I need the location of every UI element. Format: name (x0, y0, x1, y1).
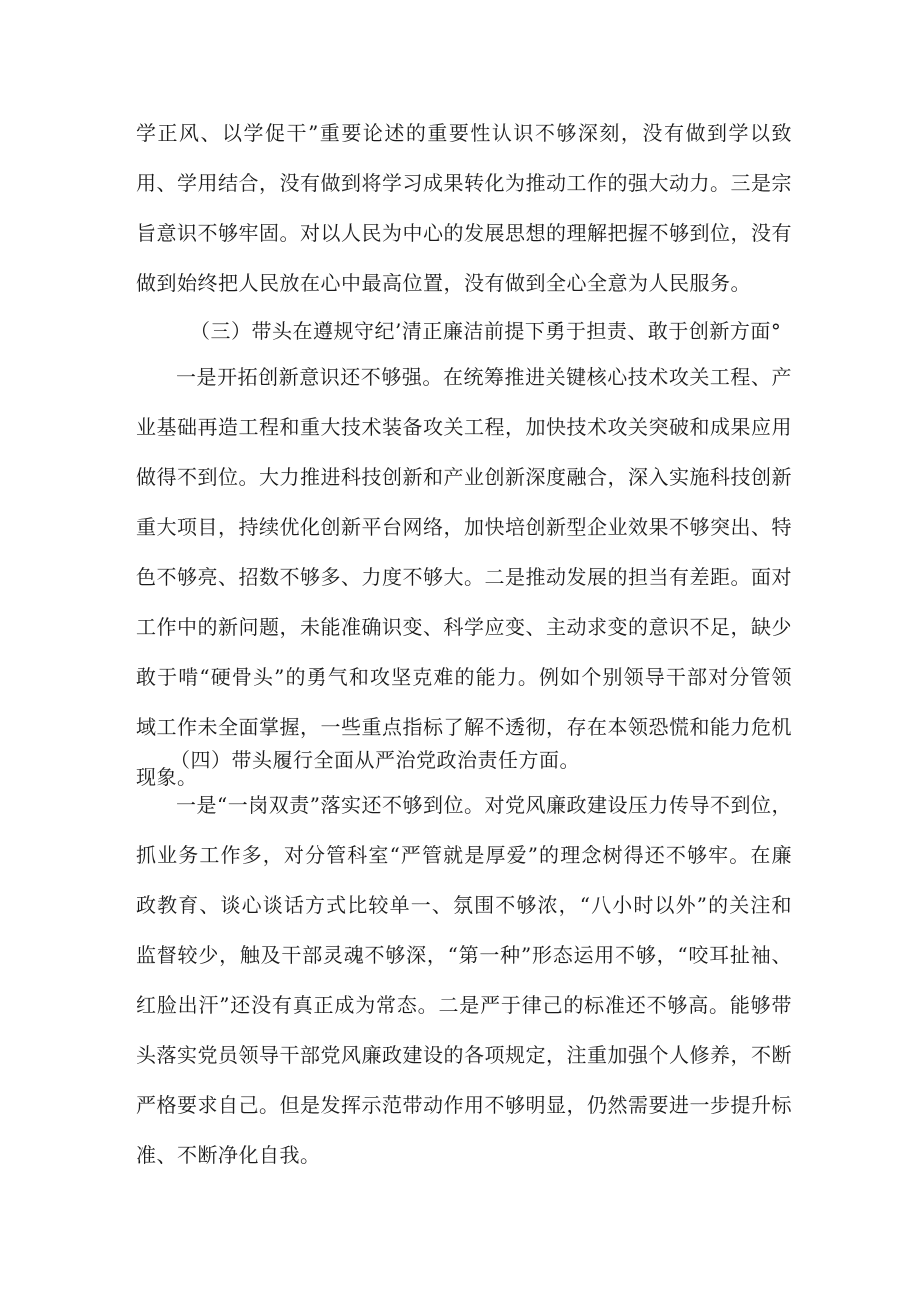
paragraph-responsibility: 一是“一岗双责”落实还不够到位。对党风廉政建设压力传导不到位，抓业务工作多，对分管科室“严管就是厚爱”的理念树得还不够牢。在廉政教育、谈心谈话方式比较单一、氛围不够浓，“八小时以外”的关注和监督较少，触及干部灵魂不够深，“第一种”形态运用不够，“咬耳扯袖、红脸出汗”还没有真正成为常态。二是严于律己的标准还不够高。能够带头落实党员领导干部党风廉政建设的各项规定，注重加强个人修养，不断严格要求自己。但是发挥示范带动作用不够明显，仍然需要进一步提升标准、不断净化自我。 (136, 793, 792, 1167)
section-heading-four: （四）带头履行全面从严治党政治责任方面。 (170, 748, 580, 772)
paragraph-continuation: 学正风、以学促干”重要论述的重要性认识不够深刻，没有做到学以致用、学用结合，没有做到将学习成果转化为推动工作的强大动力。三是宗旨意识不够牢固。对以人民为中心的发展思想的理解把握不够到位，没有做到始终把人民放在心中最高位置，没有做到全心全意为人民服务。 (136, 121, 792, 295)
section-heading-three: （三）带头在遵规守纪’清正廉洁前提下勇于担责、敢于创新方面° (190, 319, 782, 343)
paragraph-innovation: 一是开拓创新意识还不够强。在统筹推进关键核心技术攻关工程、产业基础再造工程和重大技术装备攻关工程，加快技术攻关突破和成果应用做得不到位。大力推进科技创新和产业创新深度融合，深入实施科技创新重大项目，持续优化创新平台网络，加快培创新型企业效果不够突出、特色不够亮、招数不够多、力度不够大。二是推动发展的担当有差距。面对工作中的新问题，未能准确识变、科学应变、主动求变的意识不足，缺少敢于啃“硬骨头”的勇气和攻坚克难的能力。例如个别领导干部对分管领域工作未全面掌握，一些重点指标了解不透彻，存在本领恐慌和能力危机现象。 (136, 365, 792, 789)
